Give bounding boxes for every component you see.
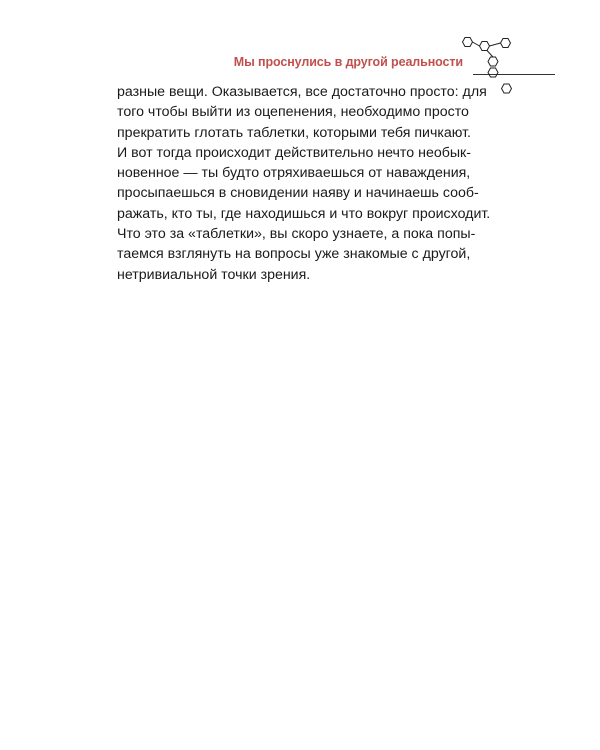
text-line: разные вещи. Оказывается, все достаточно просто: для	[117, 84, 487, 100]
running-head-title: Мы проснулись в другой реальности	[233, 55, 463, 69]
body-paragraph	[117, 82, 491, 285]
text-line: И вот тогда происходит действительно нечто необык-	[117, 144, 471, 161]
text-line: того чтобы выйти из оцепенения, необходимо просто	[117, 104, 469, 121]
text-line: таемся взглянуть на вопросы уже знакомые с другой,	[117, 246, 471, 263]
text-line: просыпаешься в сновидении наяву и начинаешь сооб-	[117, 185, 479, 202]
text-line: Что это за «таблетки», вы скоро узнаете, а пока попы-	[117, 226, 476, 243]
text-line: прекратить глотать таблетки, которыми тебя пичкают.	[117, 124, 471, 141]
text-line: новенное — ты будто отряхиваешься от наваждения,	[117, 165, 471, 182]
text-line: ражать, кто ты, где находишься и что вокруг происходит.	[117, 205, 491, 222]
text-line: нетривиальной точки зрения.	[117, 266, 311, 283]
